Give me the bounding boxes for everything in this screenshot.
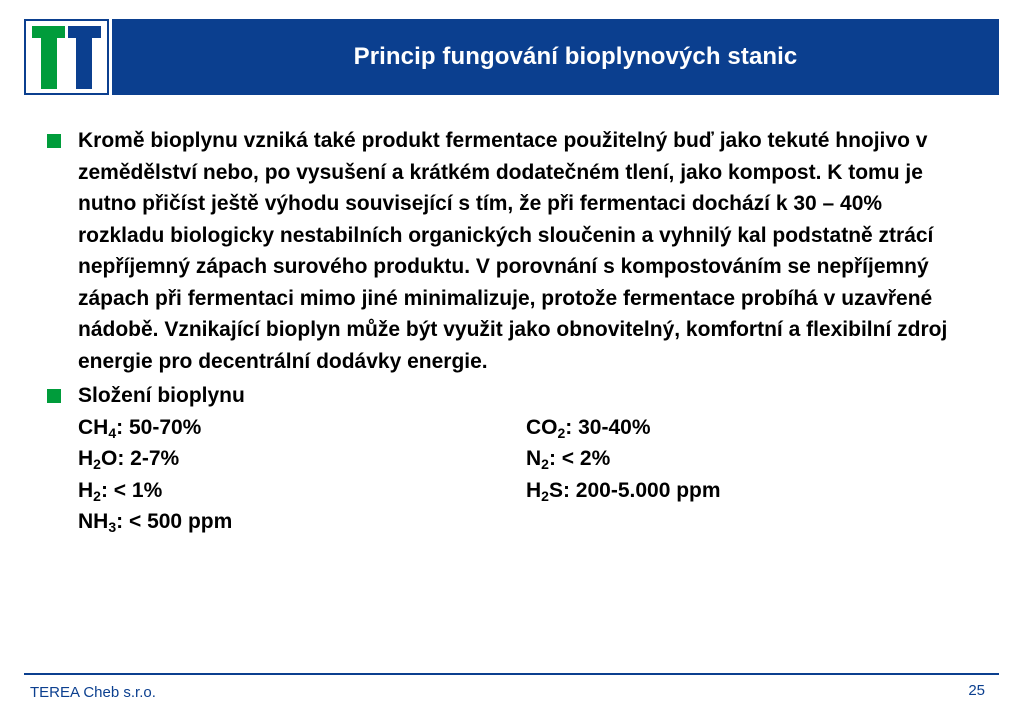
composition-row — [78, 475, 974, 507]
title-bar — [112, 19, 999, 95]
composition-nh3: $NH_3$: < 500 ppm — [78, 510, 233, 535]
bullet-item-fermentation — [44, 125, 974, 377]
composition-ch4: $CH_4$: 50-70% — [78, 415, 202, 441]
page-title: Princip fungování bioplynových stanic — [353, 43, 798, 70]
composition-h2s: $H_2S$: 200-5.000 ppm — [526, 478, 721, 504]
bullet-item-composition — [44, 380, 974, 412]
composition-n2: $N_2$: < 2% — [526, 447, 611, 472]
page-number: 25 — [968, 682, 985, 699]
composition-co2: $CO_2$: 30-40% — [526, 415, 651, 441]
bullet-square-icon — [47, 389, 61, 403]
composition-h2o: $H_2O$: 2-7% — [78, 447, 180, 472]
bullet-text: Kromě bioplynu vzniká také produkt fermentace použitelný buď jako tekuté hnojivo v zemědělství nebo, po vysušení a krátkém dodatečném tlení, jako kompost. K tomu je nutno přičíst ještě výhodu související s tím, že při fermentaci dochází k 30 – 40% rozkladu biologicky nestabilních organických sloučenin a vyhnilý kal podstatně ztrácí nepříjemný zápach surového produktu. V porovnání s kompostováním se nepříjemný zápach při fermentaci mimo jiné minimalizuje, protože fermentace probíhá v uzavřené nádobě. Vznikající bioplyn může být využit jako obnovitelný, komfortní a flexibilní zdroj energie pro decentrální dodávky energie. — [78, 129, 948, 373]
bullet-text: Složení bioplynu — [78, 384, 245, 407]
footer-company: TEREA Cheb s.r.o. — [30, 684, 156, 701]
composition-table — [44, 412, 974, 538]
composition-row — [78, 412, 974, 444]
footer-divider — [24, 673, 999, 675]
bullet-square-icon — [47, 134, 61, 148]
composition-row — [78, 506, 974, 538]
logo — [24, 19, 109, 95]
terea-tt-logo-icon — [26, 21, 107, 93]
composition-row — [78, 443, 974, 475]
composition-h2: $H_2$: < 1% — [78, 478, 163, 504]
slide-content — [44, 125, 974, 538]
